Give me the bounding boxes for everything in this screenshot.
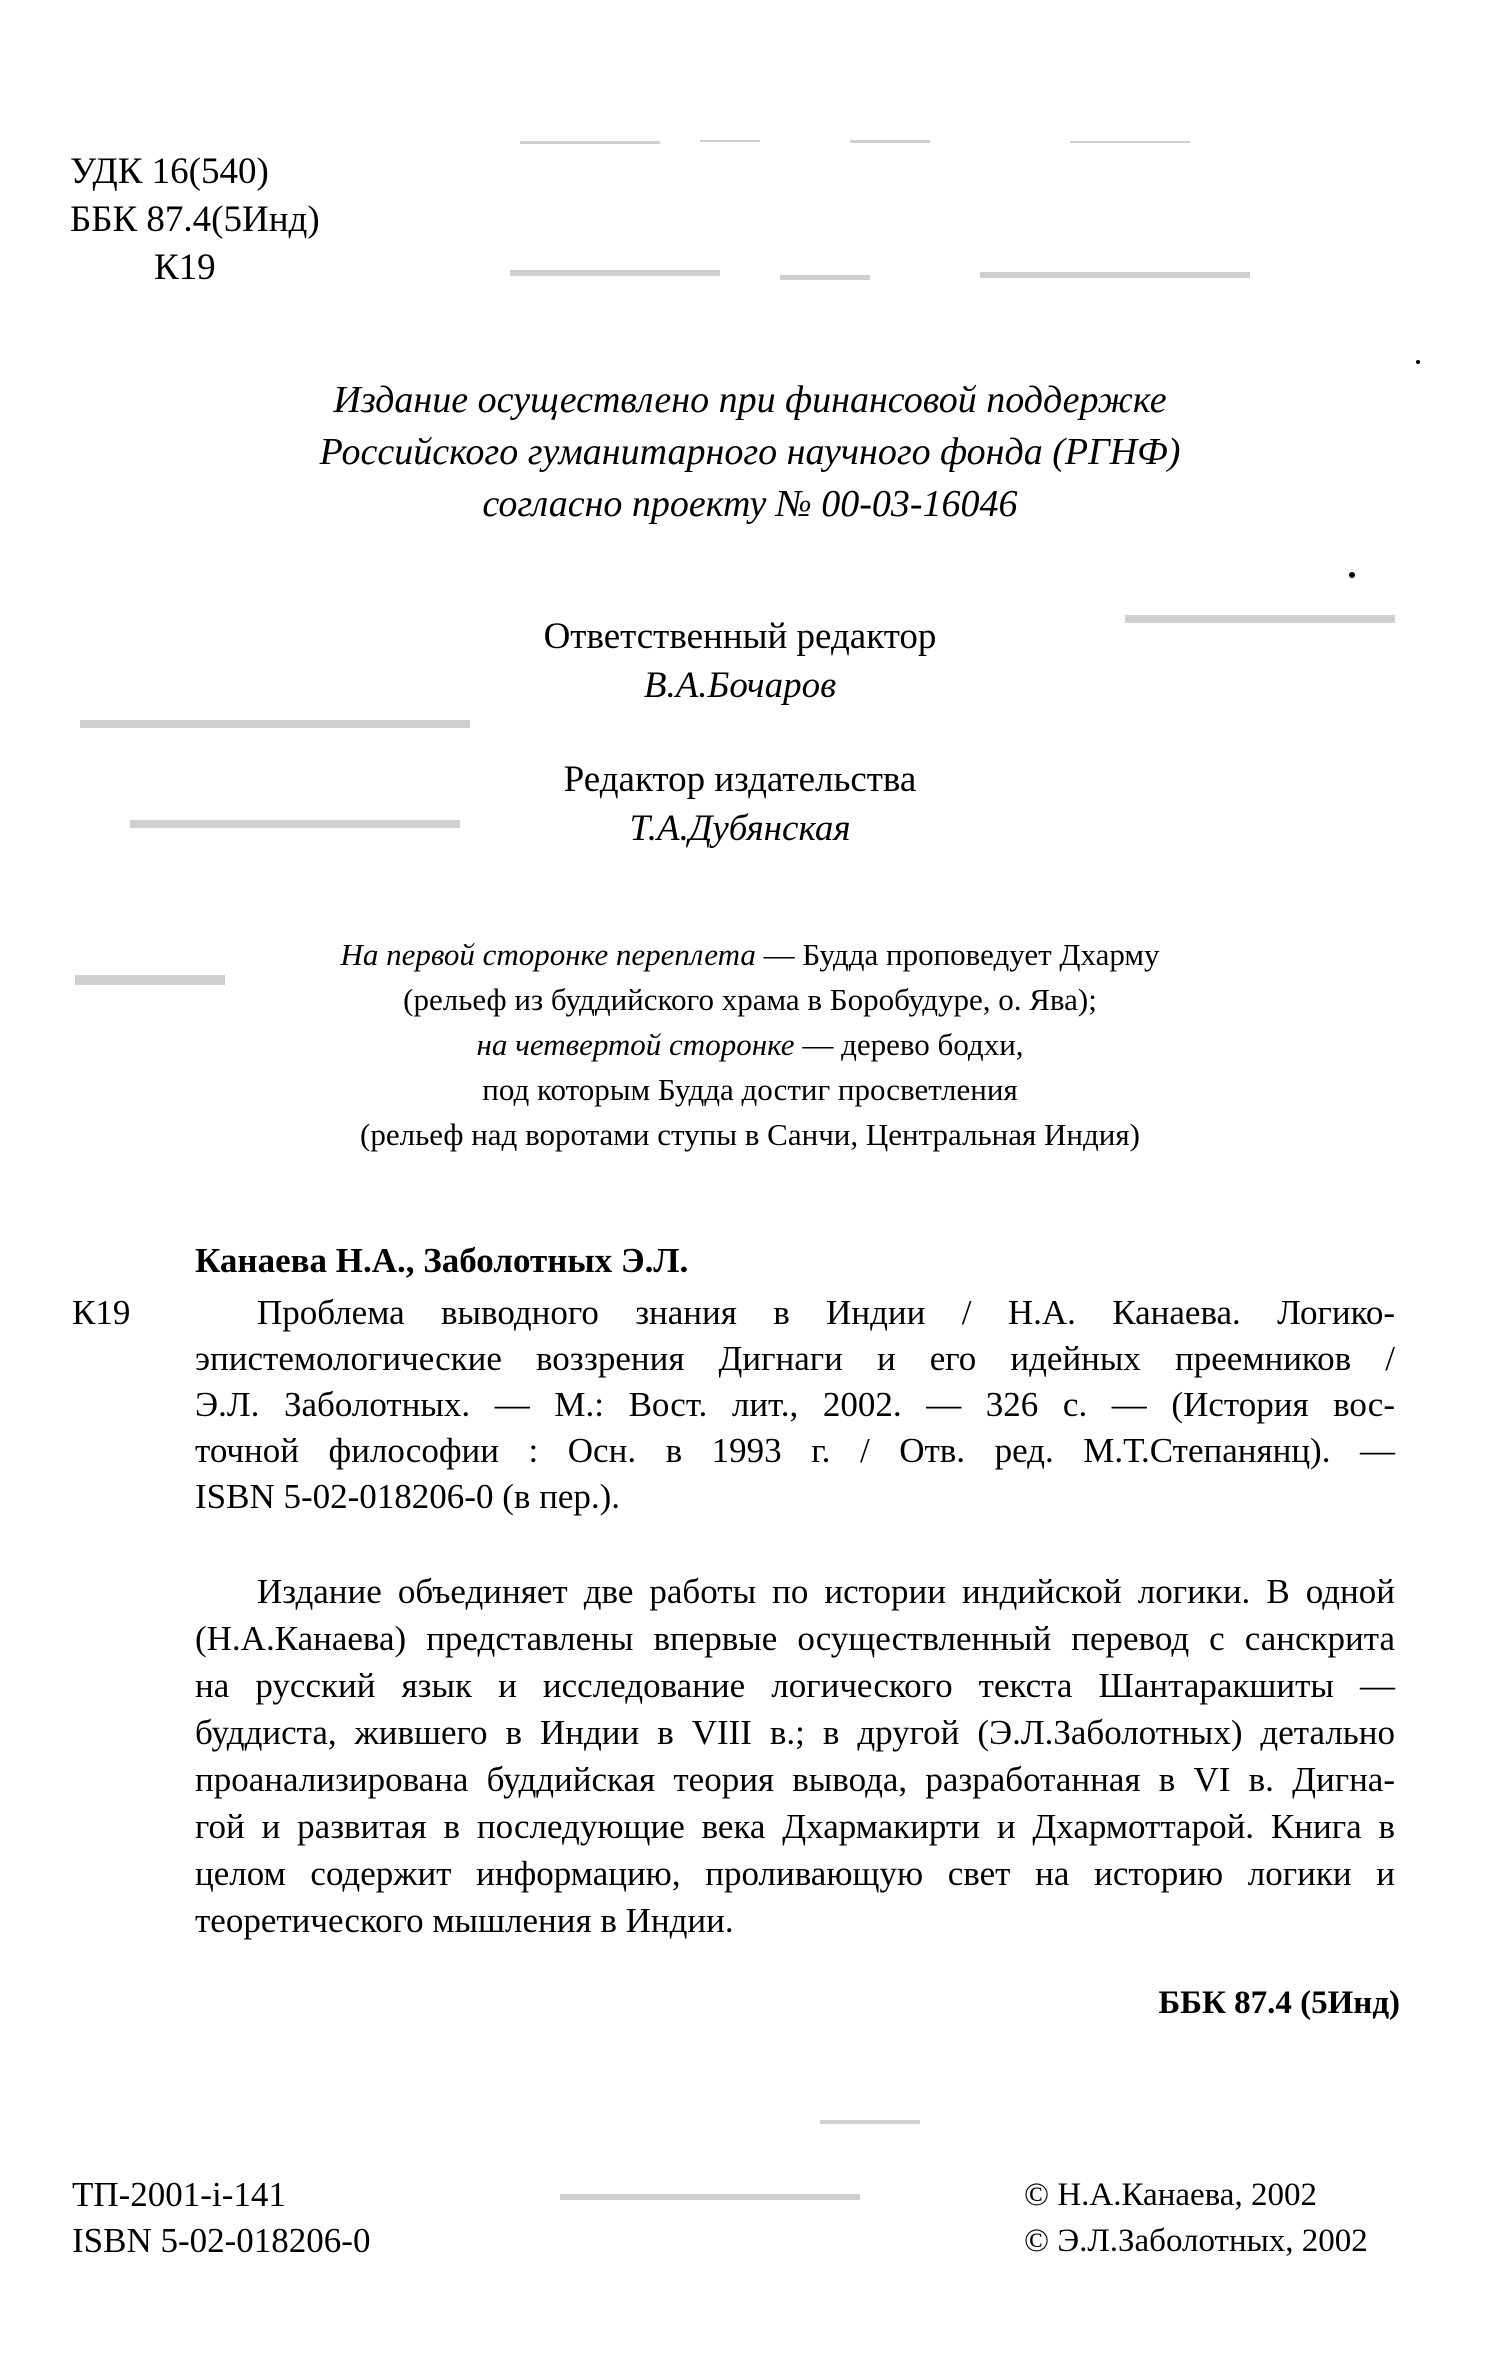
bibliography-line: точной философии : Осн. в 1993 г. / Отв. ред. М.Т.Степанянц). — bbox=[195, 1431, 1395, 1470]
cover-line-1 bbox=[150, 932, 1350, 977]
cover-description bbox=[150, 932, 1350, 1157]
editors-spacer bbox=[420, 710, 1060, 755]
bibliography-line: Проблема выводного знания в Индии / Н.А. Канаева. Логико- bbox=[257, 1293, 1395, 1332]
copyright-line-2: © Э.Л.Заболотных, 2002 bbox=[1024, 2223, 1368, 2259]
funding-line-3: согласно проекту № 00-03-16046 bbox=[482, 483, 1018, 525]
cover-back-label: на четвертой сторонке bbox=[476, 1027, 795, 1062]
isbn-code: ISBN 5-02-018206-0 bbox=[72, 2221, 371, 2260]
udk-code: УДК 16(540) bbox=[70, 151, 269, 192]
bibliography-description bbox=[195, 1290, 1395, 1520]
footer-identifiers bbox=[72, 2172, 370, 2264]
funding-note bbox=[0, 374, 1500, 530]
bibliography-line: Э.Л. Заболотных. — М.: Вост. лит., 2002. — 326 с. — (История вос- bbox=[195, 1385, 1395, 1424]
cover-line-2: (рельеф из буддийского храма в Боробудуре, о. Ява); bbox=[403, 982, 1097, 1017]
annotation-line: на русский язык и исследование логического текста Шантаракшиты — bbox=[195, 1666, 1395, 1705]
responsible-editor-name: В.А.Бочаров bbox=[643, 665, 837, 706]
bibliography-line: эпистемологические воззрения Дигнаги и его идейных преемников / bbox=[195, 1339, 1395, 1378]
author-mark: К19 bbox=[154, 247, 216, 288]
bibliography-authors: Канаева Н.А., Заболотных Э.Л. bbox=[195, 1241, 689, 1280]
annotation-line: Издание объединяет две работы по истории индийской логики. В одной bbox=[257, 1572, 1395, 1611]
annotation-line: (Н.А.Канаева) представлены впервые осуществленный перевод с санскрита bbox=[195, 1619, 1395, 1658]
editors-block bbox=[420, 612, 1060, 853]
funding-line-1: Издание осуществлено при финансовой поддержке bbox=[333, 379, 1167, 421]
bbk-code: ББК 87.4(5Инд) bbox=[70, 199, 320, 240]
annotation bbox=[195, 1568, 1395, 1944]
funding-line-2: Российского гуманитарного научного фонда (РГНФ) bbox=[319, 431, 1181, 473]
annotation-line: буддиста, жившего в Индии в VIII в.; в другой (Э.Л.Заболотных) детально bbox=[195, 1713, 1395, 1752]
bibliography-code: К19 bbox=[72, 1293, 131, 1332]
cover-line-5: (рельеф над воротами ступы в Санчи, Центральная Индия) bbox=[360, 1117, 1140, 1152]
copyright-line-1: © Н.А.Канаева, 2002 bbox=[1024, 2177, 1317, 2213]
cover-front-label: На первой сторонке переплета bbox=[340, 937, 756, 972]
bbk-bottom: ББК 87.4 (5Инд) bbox=[1158, 1985, 1400, 2021]
annotation-line: гой и развитая в последующие века Дхармакирти и Дхармоттарой. Книга в bbox=[195, 1807, 1395, 1846]
cover-line-3 bbox=[150, 1022, 1350, 1067]
responsible-editor-label: Ответственный редактор bbox=[543, 616, 937, 657]
cover-front-text: — Будда проповедует Дхарму bbox=[755, 937, 1160, 972]
annotation-line: целом содержит информацию, проливающую свет на историю логики и bbox=[195, 1854, 1395, 1893]
cover-line-4: под которым Будда достиг просветления bbox=[482, 1072, 1018, 1107]
catalog-codes bbox=[70, 148, 320, 292]
cover-back-text: — дерево бодхи, bbox=[794, 1027, 1024, 1062]
annotation-line: теоретического мышления в Индии. bbox=[195, 1901, 734, 1940]
copyright-block bbox=[1024, 2172, 1368, 2264]
publisher-editor-name: Т.А.Дубянская bbox=[629, 808, 851, 849]
publisher-editor-label: Редактор издательства bbox=[563, 759, 917, 800]
annotation-line: проанализирована буддийская теория вывода, разработанная в VI в. Дигна- bbox=[195, 1760, 1395, 1799]
bibliography-line: ISBN 5-02-018206-0 (в пер.). bbox=[195, 1477, 621, 1516]
tp-code: ТП-2001-і-141 bbox=[72, 2175, 286, 2214]
